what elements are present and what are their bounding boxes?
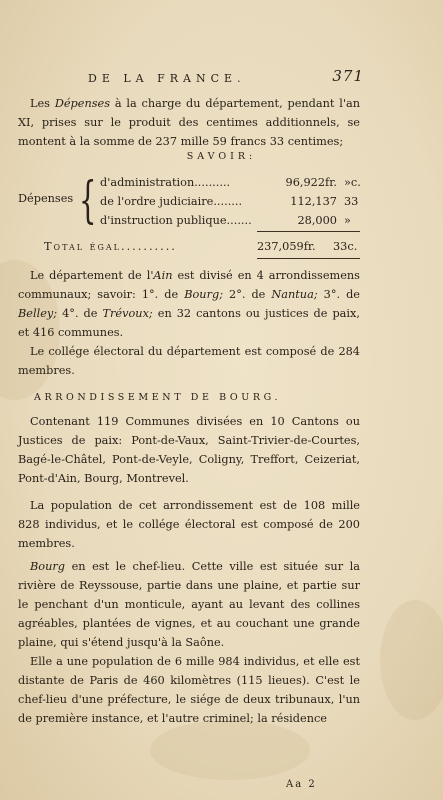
text-run-italic: Bourg [30,560,66,573]
text-run-italic: Dépenses [54,97,111,110]
brace-glyph: { [79,171,97,229]
text-run: 4°. de [57,307,103,320]
text-run: 3°. de [317,288,360,301]
row-label: d'instruction publique....... [100,214,252,227]
text-run-italic: Bourg; [184,288,224,301]
page-number: 371 [332,67,364,85]
total-cents: 33c. [333,240,358,253]
text-run: Les [30,97,55,110]
row-label: de l'ordre judiciaire........ [100,195,243,208]
text-run: Le collége électoral du département est composé de 284 membres. [18,345,360,377]
header-title: DE LA FRANCE. [88,72,246,85]
text-run: est divisé en 4 arrondissemens communaux; savoir: 1°. de [18,269,360,301]
arrondissement-heading: ARRONDISSEMENT DE BOURG. [34,392,282,403]
depenses-row [100,176,362,195]
total-label: Total égal.......... [44,240,177,253]
savoir-heading: SAVOIR: [186,151,257,162]
text-run: en 32 cantons ou justices de paix, et 416 communes. [18,307,360,339]
row-value: 96,922fr. [285,176,337,189]
depenses-table [18,170,361,234]
text-run: La population de cet arrondissement est de 108 mille 828 individus, et le collége électoral est composé de 200 membres. [18,499,360,550]
text-run: 2°. de [223,288,272,301]
paragraph-cantons [18,412,360,488]
row-value: 28,000 [297,214,337,227]
text-run-italic: Trévoux; [102,307,153,320]
total-value: 237,059fr. [257,240,316,253]
row-value: 112,137 [290,195,337,208]
row-cents: » [344,214,351,227]
text-run: Elle a une population de 6 mille 984 individus, et elle est distante de Paris de 460 kilomètres (115 lieues). C'est le chef-lieu d'une préfecture, le siége de deux tribunaux, l'un de première instance, et l'autre criminel; la résidence [18,655,360,725]
depenses-row [100,195,362,214]
sum-rule [257,231,360,232]
paragraph-college-departement [18,342,360,380]
text-run: en est le chef-lieu. Cette ville est située sur la rivière de Reyssouse, partie dans une plaine, et partie sur le penchant d'un monticule, ayant au levant des collines agréables, plantées de vignes, et au couchant une grande plaine, qui s'étend jusqu'à la Saône. [18,560,360,649]
text-run: Contenant 119 Communes divisées en 10 Cantons ou Justices de paix: Pont-de-Vaux, Saint-Trivier-de-Courtes, Bagé-le-Châtel, Pont-de-Veyle, Coligny, Treffort, Ceizeriat, Pont-d'Ain, Bourg, Montrevel. [18,415,360,485]
text-run: Le département de l' [30,269,154,282]
row-label: d'administration.......... [100,176,231,189]
row-cents: »c. [344,176,361,189]
text-run-italic: Ain [153,269,173,282]
text-run-italic: Nantua; [271,288,318,301]
paragraph-arrondissements [18,266,360,342]
signature-mark: Aa 2 [286,779,317,790]
text-run: à la charge du département, pendant l'an XI, prises sur le produit des centimes additionnels, se montent à la somme de 237 mille 59 francs 33 centimes; [18,97,361,148]
paragraph-population-arrondissement [18,496,360,553]
total-underline [257,258,360,259]
text-run-italic: Belley; [18,307,58,320]
row-cents: 33 [344,195,359,208]
paragraph-bourg [18,557,360,652]
paragraph-depenses-intro [18,94,360,151]
running-header [88,67,364,90]
paragraph-bourg-population [18,652,360,728]
depenses-label: Dépenses [18,192,74,205]
